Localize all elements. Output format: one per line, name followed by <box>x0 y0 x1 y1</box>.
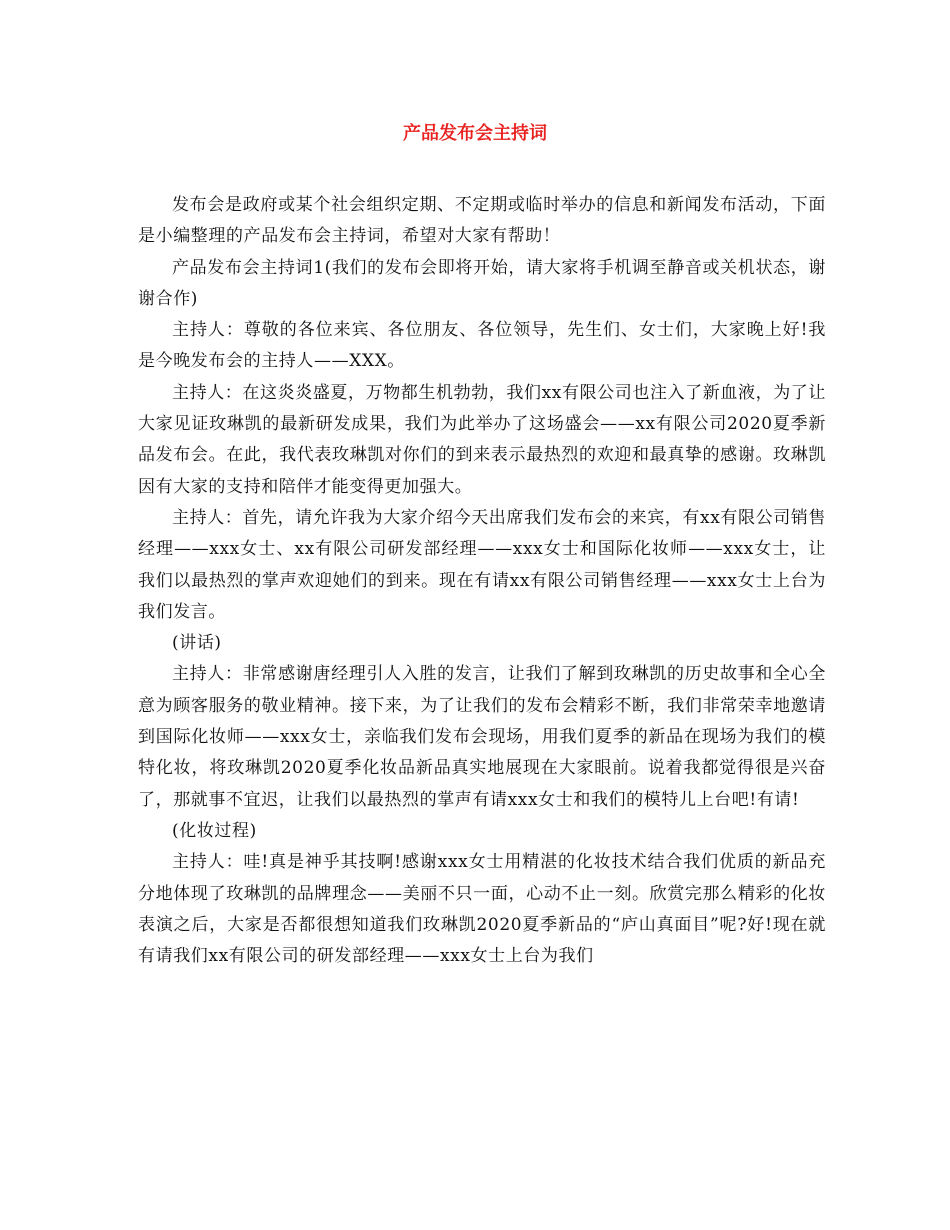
document-body <box>138 190 826 972</box>
paragraph-host-after-makeup: 主持人：哇!真是神乎其技啊!感谢xxx女士用精湛的化妆技术结合我们优质的新品充分地体现了玫琳凯的品牌理念——美丽不只一面，心动不止一刻。欣赏完那么精彩的化妆表演之后，大家是否都很想知道我们玫琳凯2020夏季新品的“庐山真面目”呢?好!现在就有请我们xx有限公司的研发部经理——xxx女士上台为我们 <box>138 852 826 967</box>
paragraph-opening-note: 产品发布会主持词1(我们的发布会即将开始，请大家将手机调至静音或关机状态，谢谢合作) <box>138 257 826 309</box>
paragraph-intro: 发布会是政府或某个社会组织定期、不定期或临时举办的信息和新闻发布活动，下面是小编整理的产品发布会主持词，希望对大家有帮助！ <box>138 195 826 247</box>
paragraph-host-makeup-intro: 主持人：非常感谢唐经理引人入胜的发言，让我们了解到玫琳凯的历史故事和全心全意为顾客服务的敬业精神。接下来，为了让我们的发布会精彩不断，我们非常荣幸地邀请到国际化妆师——xxx女士，亲临我们发布会现场，用我们夏季的新品在现场为我们的模特化妆，将玫琳凯2020夏季化妆品新品真实地展现在大家眼前。说着我都觉得很是兴奋了，那就事不宜迟，让我们以最热烈的掌声有请xxx女士和我们的模特儿上台吧!有请! <box>138 664 826 810</box>
paragraph-speech-note: (讲话) <box>172 633 222 654</box>
paragraph-host-greeting: 主持人：尊敬的各位来宾、各位朋友、各位领导，先生们、女士们，大家晚上好!我是今晚发布会的主持人——XXX。 <box>138 320 826 372</box>
paragraph-host-welcome: 主持人：在这炎炎盛夏，万物都生机勃勃，我们xx有限公司也注入了新血液，为了让大家见证玫琳凯的最新研发成果，我们为此举办了这场盛会——xx有限公司2020夏季新品发布会。在此，我代表玫琳凯对你们的到来表示最热烈的欢迎和最真挚的感谢。玫琳凯因有大家的支持和陪伴才能变得更加强大。 <box>138 382 826 497</box>
document-title: 产品发布会主持词 <box>403 123 547 144</box>
paragraph-host-guests: 主持人：首先，请允许我为大家介绍今天出席我们发布会的来宾，有xx有限公司销售经理——xxx女士、xx有限公司研发部经理——xxx女士和国际化妆师——xxx女士，让我们以最热烈的掌声欢迎她们的到来。现在有请xx有限公司销售经理——xxx女士上台为我们发言。 <box>138 507 826 622</box>
paragraph-makeup-note: (化妆过程) <box>172 820 257 841</box>
